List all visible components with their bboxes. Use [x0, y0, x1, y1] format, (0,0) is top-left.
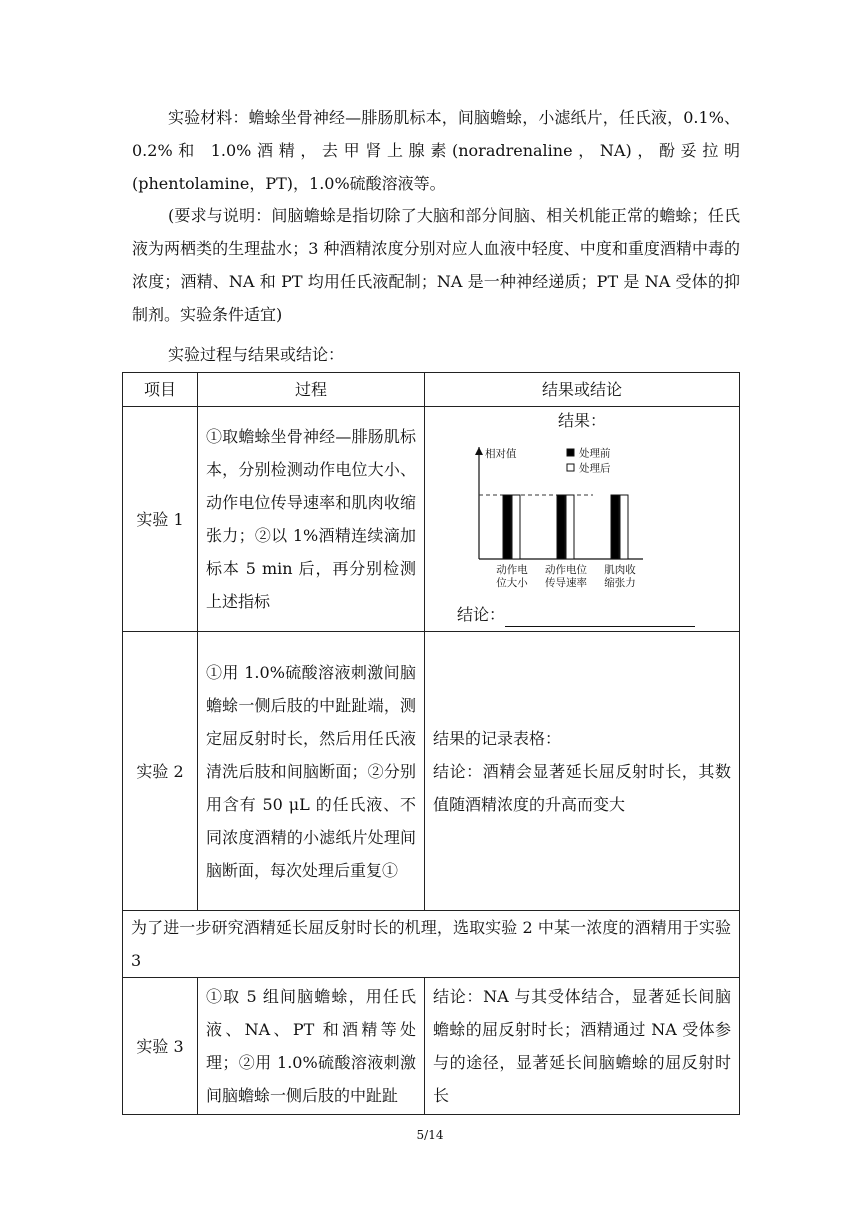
exp1-conclusion-label: 结论：	[457, 605, 506, 624]
exp2-process: ①用 1.0%硫酸溶液刺激间脑蟾蜍一侧后肢的中趾趾端，测定屈反射时长，然后用任氏液清洗后肢和间脑断面；②分别用含有 50 μL 的任氏液、不同浓度酒精的小滤纸片处理间脑断面，每次处理后重复①	[198, 632, 425, 911]
conclusion-blank	[505, 610, 695, 627]
x-tick-label-1: 动作电	[496, 564, 528, 576]
header-item: 项目	[123, 373, 198, 407]
legend-label-1: 处理前	[579, 447, 611, 460]
legend-swatch-1	[567, 449, 574, 456]
legend-swatch-2	[567, 464, 574, 471]
exp2-result-line1: 结果的记录表格：	[433, 728, 562, 748]
y-axis-label: 相对值	[485, 448, 517, 460]
bar-before-2	[557, 495, 565, 559]
bar-before-1	[503, 495, 511, 559]
exp1-label: 实验 1	[123, 407, 198, 632]
header-result: 结果或结论	[425, 373, 740, 407]
transition-text: 为了进一步研究酒精延长屈反射时长的机理，选取实验 2 中某一浓度的酒精用于实验 3	[123, 911, 740, 978]
exp1-chart	[433, 433, 733, 603]
x-tick-label-3: 缩张力	[604, 577, 636, 589]
bar-after-3	[620, 495, 628, 559]
exp1-result-title: 结果：	[557, 411, 606, 430]
exp1-conclusion	[433, 603, 731, 627]
process-intro: 实验过程与结果或结论：	[168, 345, 345, 364]
experiment-table	[122, 372, 740, 1115]
materials-paragraph: 实验材料：蟾蜍坐骨神经—腓肠肌标本，间脑蟾蜍，小滤纸片，任氏液，0.1%、0.2%和 1.0%酒精，去甲肾上腺素(noradrenaline，NA)，酚妥拉明(phentolamine，PT)，1.0%硫酸溶液等。	[132, 108, 740, 193]
legend-label-2: 处理后	[579, 462, 611, 475]
bar-before-3	[611, 495, 619, 559]
exp2-result-line2: 结论：酒精会显著延长屈反射时长，其数值随酒精浓度的升高而变大	[433, 761, 731, 814]
exp3-process: ①取 5 组间脑蟾蜍，用任氏液、NA、PT 和酒精等处理；②用 1.0%硫酸溶液刺激间脑蟾蜍一侧后肢的中趾趾	[198, 978, 425, 1115]
exp1-result-cell	[425, 407, 740, 632]
x-tick-label-1: 位大小	[496, 577, 528, 589]
exp3-label: 实验 3	[123, 978, 198, 1115]
x-tick-label-2: 传导速率	[545, 577, 587, 589]
exp2-result-cell	[425, 632, 740, 911]
bar-after-1	[512, 495, 520, 559]
table-row-transition	[123, 911, 740, 978]
x-tick-label-2: 动作电位	[545, 564, 587, 576]
page-number: 5/14	[416, 1128, 444, 1142]
y-axis-arrow	[475, 447, 483, 455]
exp2-label: 实验 2	[123, 632, 198, 911]
exp3-result: 结论：NA 与其受体结合，显著延长间脑蟾蜍的屈反射时长；酒精通过 NA 受体参与的途径，显著延长间脑蟾蜍的屈反射时长	[425, 978, 740, 1115]
notes-paragraph: (要求与说明：间脑蟾蜍是指切除了大脑和部分间脑、相关机能正常的蟾蜍；任氏液为两栖类的生理盐水；3 种酒精浓度分别对应人血液中轻度、中度和重度酒精中毒的浓度；酒精、NA 和 PT 均用任氏液配制；NA 是一种神经递质；PT 是 NA 受体的抑制剂。实验条件适宜)	[132, 206, 740, 324]
bar-after-2	[566, 495, 574, 559]
table-row-exp1	[123, 407, 740, 632]
bar-chart	[433, 433, 733, 603]
table-header-row	[123, 373, 740, 407]
header-process: 过程	[198, 373, 425, 407]
x-tick-label-3: 肌肉收	[604, 564, 636, 576]
exp1-process: ①取蟾蜍坐骨神经—腓肠肌标本，分别检测动作电位大小、动作电位传导速率和肌肉收缩张力；②以 1%酒精连续滴加标本 5 min 后，再分别检测上述指标	[198, 407, 425, 632]
table-row-exp2	[123, 632, 740, 911]
table-row-exp3	[123, 978, 740, 1115]
